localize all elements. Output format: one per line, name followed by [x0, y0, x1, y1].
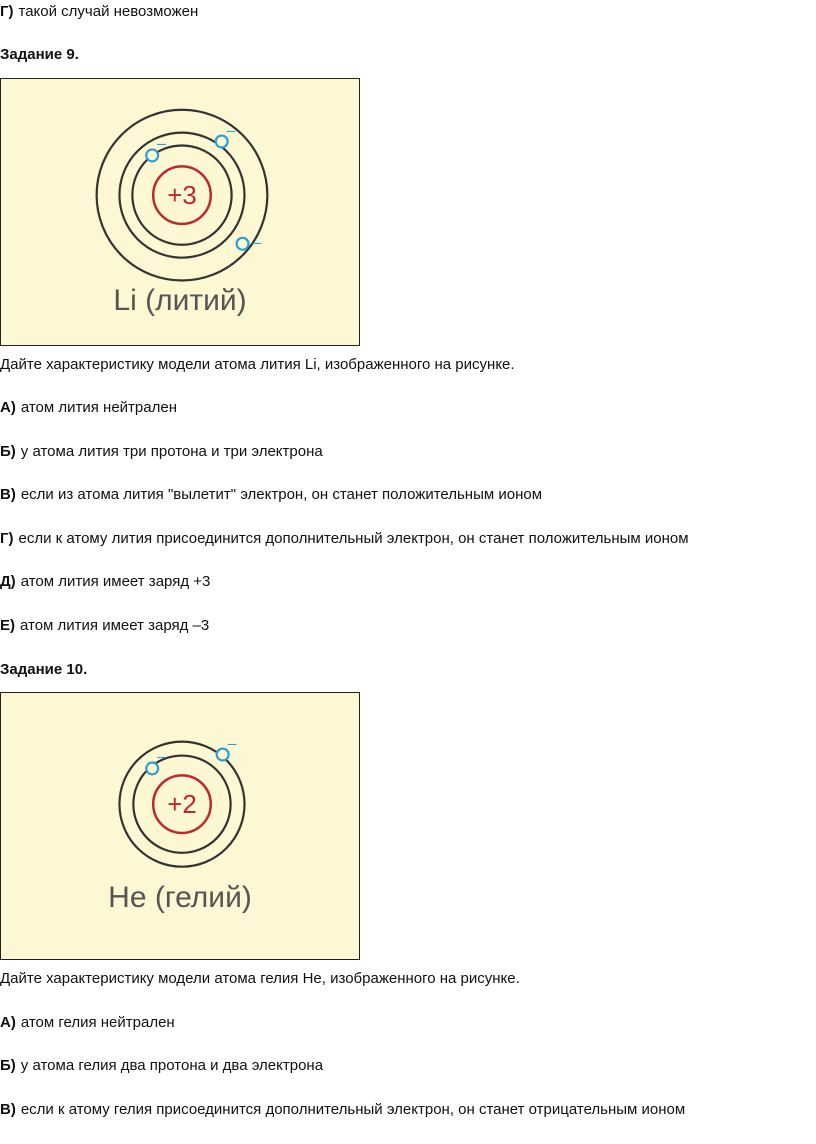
option-text: у атома лития три протона и три электрона — [20, 443, 323, 460]
option-text: у атома гелия два протона и два электрона — [20, 1057, 324, 1074]
figure-caption: He (гелий) — [108, 881, 252, 914]
option-letter: А) — [0, 399, 16, 416]
task9-question: Дайте характеристику модели атома лития Li, изображенного на рисунке. — [0, 356, 515, 373]
option-text: атом гелия нейтрален — [20, 1014, 175, 1031]
option-text: если к атому лития присоединится дополнительный электрон, он станет положительным ионом — [18, 530, 689, 547]
option-letter: А) — [0, 1014, 16, 1031]
task9-option-d — [0, 572, 210, 592]
option-letter: Е) — [0, 617, 15, 634]
electron-sign-2: – — [226, 122, 236, 140]
option-text: если к атому гелия присоединится дополнительный электрон, он станет отрицательным ионом — [20, 1101, 686, 1118]
nucleus-charge: +3 — [167, 182, 197, 211]
option-letter: В) — [0, 486, 16, 503]
option-top — [0, 2, 198, 22]
option-letter: В) — [0, 1101, 16, 1118]
task10-heading: Задание 10. — [0, 661, 88, 678]
task9-option-v — [0, 485, 542, 505]
nucleus-charge: +2 — [167, 791, 197, 820]
electron-sign-2: – — [227, 735, 237, 753]
figure-caption: Li (литий) — [113, 284, 247, 317]
task10-option-b — [0, 1056, 323, 1076]
helium-atom-figure — [0, 692, 360, 960]
task10-option-a — [0, 1013, 175, 1033]
option-letter: Б) — [0, 1057, 16, 1074]
option-text: атом лития имеет заряд +3 — [20, 573, 211, 590]
task9-option-e — [0, 616, 209, 636]
option-letter: Д) — [0, 573, 16, 590]
option-text: если из атома лития "вылетит" электрон, он станет положительным ионом — [20, 486, 543, 503]
task9-option-g — [0, 529, 689, 549]
option-letter: Г) — [0, 3, 14, 20]
electron-sign-3: – — [252, 234, 262, 252]
task9-option-b — [0, 442, 323, 462]
option-text: атом лития нейтрален — [20, 399, 177, 416]
option-letter: Б) — [0, 443, 16, 460]
electron-sign-1: – — [157, 135, 167, 153]
option-letter: Г) — [0, 530, 14, 547]
lithium-atom-figure — [0, 78, 360, 346]
helium-atom-diagram — [1, 693, 359, 959]
option-text: такой случай невозможен — [18, 3, 199, 20]
electron-sign-1: – — [157, 748, 167, 766]
task10-option-v — [0, 1100, 685, 1120]
task9-option-a — [0, 398, 177, 418]
task10-question: Дайте характеристику модели атома гелия He, изображенного на рисунке. — [0, 970, 520, 987]
option-text: атом лития имеет заряд –3 — [20, 617, 210, 634]
electron-3 — [237, 238, 249, 250]
task9-heading: Задание 9. — [0, 46, 79, 63]
